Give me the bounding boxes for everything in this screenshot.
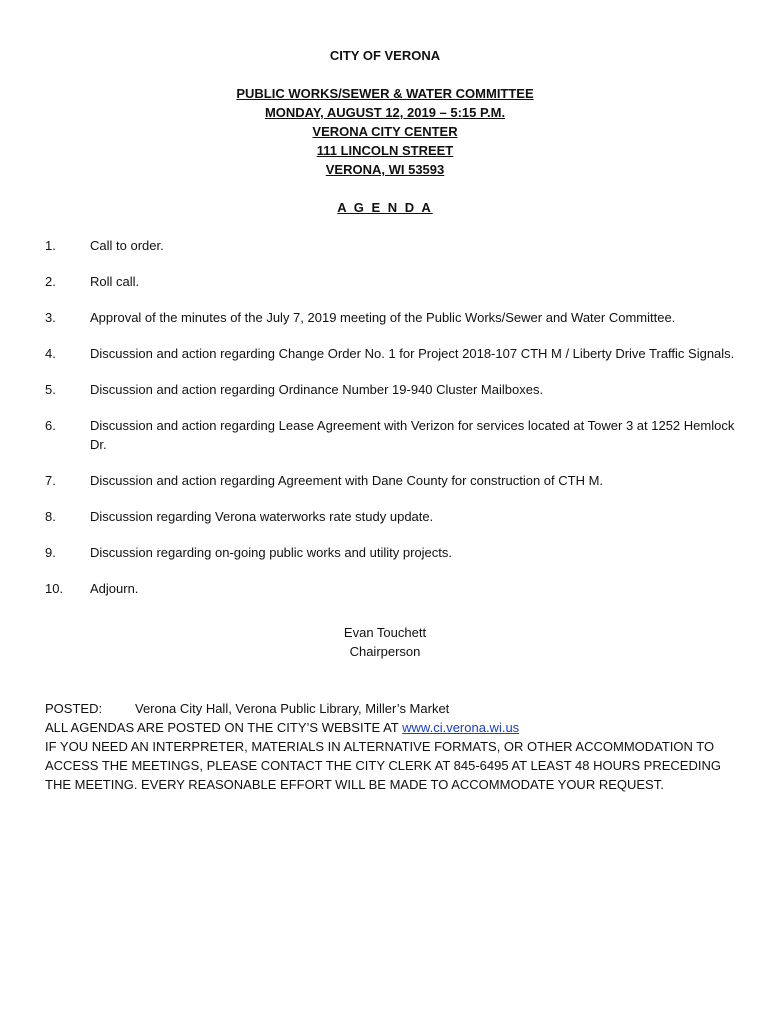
agenda-item-text: Discussion regarding on-going public works and utility projects. bbox=[90, 545, 453, 560]
agenda-item bbox=[45, 344, 735, 363]
agenda-item bbox=[45, 308, 735, 327]
agenda-item-number: 6. bbox=[45, 418, 56, 433]
meeting-city-state-zip: VERONA, WI 53593 bbox=[325, 162, 445, 177]
agenda-item bbox=[45, 507, 735, 526]
agenda-item-text: Discussion and action regarding Agreement with Dane County for construction of CTH M. bbox=[90, 473, 604, 488]
agenda-item bbox=[45, 543, 735, 562]
agenda-item bbox=[45, 380, 735, 399]
posting-notice bbox=[45, 699, 735, 794]
agenda-item-number: 1. bbox=[45, 238, 56, 253]
agenda-item bbox=[45, 579, 735, 598]
agenda-item-text: Discussion and action regarding Change Order No. 1 for Project 2018-107 CTH M / Liberty Drive Traffic Signals. bbox=[90, 346, 735, 361]
agenda-item-number: 9. bbox=[45, 545, 56, 560]
agenda-item-number: 4. bbox=[45, 346, 56, 361]
agenda-item-number: 8. bbox=[45, 509, 56, 524]
agenda-item-number: 10. bbox=[45, 581, 64, 596]
city-name: CITY OF VERONA bbox=[329, 48, 441, 63]
posted-line bbox=[45, 699, 735, 718]
agenda-item-text: Call to order. bbox=[90, 238, 164, 253]
agenda-item-text: Discussion and action regarding Lease Agreement with Verizon for services located at Tower 3 at 1252 Hemlock Dr. bbox=[90, 418, 735, 452]
agenda-item-text: Approval of the minutes of the July 7, 2019 meeting of the Public Works/Sewer and Water Committee. bbox=[90, 310, 676, 325]
signature-block bbox=[0, 623, 770, 661]
agenda-header bbox=[0, 46, 770, 217]
meeting-venue: VERONA CITY CENTER bbox=[312, 124, 458, 139]
meeting-street: 111 LINCOLN STREET bbox=[316, 143, 454, 158]
agenda-item-number: 7. bbox=[45, 473, 56, 488]
meeting-date-time: MONDAY, AUGUST 12, 2019 – 5:15 P.M. bbox=[264, 105, 506, 120]
agenda-item-number: 5. bbox=[45, 382, 56, 397]
website-notice: ALL AGENDAS ARE POSTED ON THE CITY’S WEBSITE AT bbox=[45, 720, 399, 735]
agenda-item-text: Discussion and action regarding Ordinance Number 19-940 Cluster Mailboxes. bbox=[90, 382, 544, 397]
agenda-item bbox=[45, 272, 735, 291]
website-line bbox=[45, 718, 735, 737]
accommodation-notice: IF YOU NEED AN INTERPRETER, MATERIALS IN ALTERNATIVE FORMATS, OR OTHER ACCOMMODATION TO ACCESS THE MEETINGS, PLEASE CONTACT THE CITY CLERK AT 845-6495 AT LEAST 48 HOURS PRECEDING THE MEETING. EVERY REASONABLE EFFORT WILL BE MADE TO ACCOMMODATE YOUR REQUEST. bbox=[45, 739, 721, 792]
posted-locations: Verona City Hall, Verona Public Library, Miller’s Market bbox=[135, 701, 450, 716]
posted-label: POSTED: bbox=[45, 701, 103, 716]
agenda-title: A G E N D A bbox=[337, 200, 433, 215]
chairperson-title: Chairperson bbox=[349, 644, 421, 659]
agenda-item bbox=[45, 236, 735, 255]
agenda-item bbox=[45, 471, 735, 490]
committee-name: PUBLIC WORKS/SEWER & WATER COMMITTEE bbox=[236, 86, 534, 101]
chairperson-name: Evan Touchett bbox=[343, 625, 427, 640]
agenda-item bbox=[45, 416, 735, 454]
agenda-item-text: Adjourn. bbox=[90, 581, 139, 596]
agenda-item-text: Roll call. bbox=[90, 274, 140, 289]
website-link[interactable]: www.ci.verona.wi.us bbox=[402, 720, 520, 735]
agenda-item-number: 3. bbox=[45, 310, 56, 325]
agenda-item-text: Discussion regarding Verona waterworks rate study update. bbox=[90, 509, 434, 524]
agenda-items-list bbox=[45, 236, 735, 615]
agenda-item-number: 2. bbox=[45, 274, 56, 289]
